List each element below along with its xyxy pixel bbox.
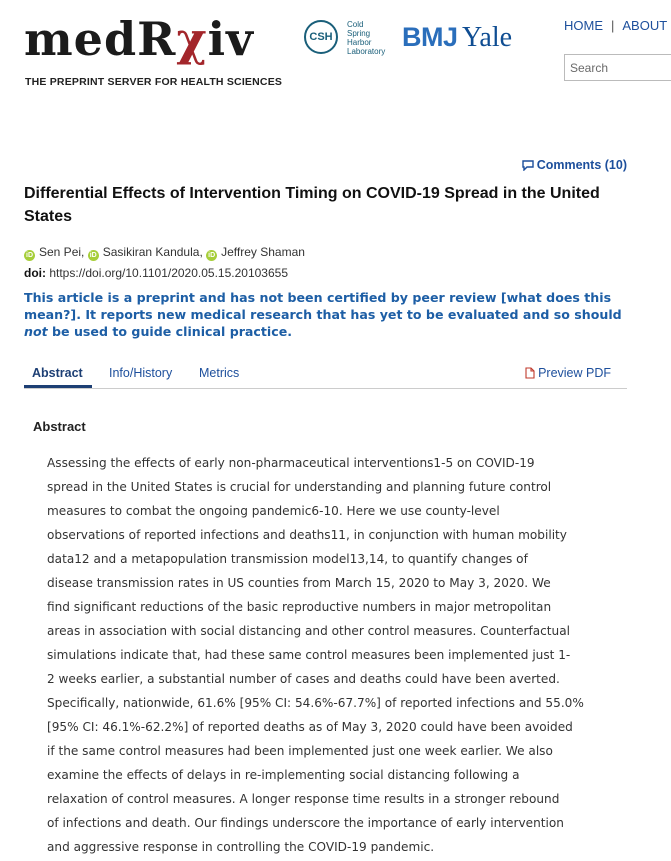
abstract-line: and aggressive response in controlling the COVID-19 pandemic. xyxy=(47,840,435,854)
active-tab-indicator xyxy=(24,385,92,388)
abstract-line: Assessing the effects of early non-pharmaceutical interventions1-5 on COVID-19 xyxy=(47,456,535,470)
csh-text-line: Laboratory xyxy=(347,47,386,56)
csh-text-line: Harbor xyxy=(347,38,372,47)
abstract-line: relaxation of control measures. A longer response time results in a stronger rebound xyxy=(47,792,560,806)
abstract-line: examine the effects of delays in re-implementing social distancing following a xyxy=(47,768,520,782)
orcid-icon[interactable]: iD xyxy=(208,252,216,259)
orcid-icon[interactable]: iD xyxy=(26,252,33,259)
abstract-line: [95% CI: 46.1%-62.2%] of reported deaths as of May 3, 2020 could have been avoided xyxy=(47,720,573,734)
abstract-line: Specifically, nationwide, 61.6% [95% CI: 54.6%-67.7%] of reported infections and 55.0% xyxy=(47,696,584,710)
article-title: Differential Effects of Intervention Timing on COVID-19 Spread in the United States xyxy=(24,185,600,225)
doi-line xyxy=(24,266,288,280)
search-input[interactable] xyxy=(564,54,671,81)
author-list xyxy=(24,245,305,261)
doi-label: doi: xyxy=(24,266,46,280)
abstract-line: data12 and a metapopulation transmission model13,14, to quantify changes of xyxy=(47,552,528,566)
comment-bubble-icon xyxy=(522,160,534,171)
bmj-logo[interactable]: BMJ xyxy=(402,22,458,52)
author-name[interactable]: Jeffrey Shaman xyxy=(221,245,305,259)
pdf-file-icon xyxy=(525,367,535,379)
abstract-line: find significant reductions of the basic reproductive numbers in major metropolitan xyxy=(47,600,552,614)
abstract-line: of infections and death. Our findings underscore the importance of early intervention xyxy=(47,816,564,830)
csh-text-line: Spring xyxy=(347,29,371,38)
abstract-line: spread in the United States is crucial for understanding and planning future control xyxy=(47,480,552,494)
abstract-line: if the same control measures had been implemented just one week earlier. We also xyxy=(47,744,553,758)
csh-text-line: Cold xyxy=(347,20,364,29)
csh-logo-text xyxy=(347,20,385,56)
abstract-line: measures to combat the ongoing pandemic6-10. Here we use county-level xyxy=(47,504,500,518)
logo-suffix: iv xyxy=(207,12,254,66)
preprint-notice xyxy=(24,289,634,340)
tab-metrics[interactable]: Metrics xyxy=(199,366,240,380)
abstract-heading: Abstract xyxy=(33,419,86,434)
comments-link[interactable] xyxy=(522,158,627,172)
author-name[interactable]: Sasikiran Kandula, xyxy=(102,245,203,259)
top-nav xyxy=(564,18,667,33)
preview-pdf-link[interactable] xyxy=(525,366,611,380)
comments-label: Comments (10) xyxy=(536,158,627,172)
nav-separator: | xyxy=(611,18,615,33)
csh-logo-icon[interactable]: CSH xyxy=(304,20,338,54)
yale-logo[interactable]: Yale xyxy=(462,22,513,53)
abstract-line: areas in association with social distancing and other control measures. Counterfactual xyxy=(47,624,570,638)
tab-info-history[interactable]: Info/History xyxy=(109,366,173,380)
notice-emphasis: not xyxy=(24,324,48,339)
nav-about-link[interactable]: ABOUT xyxy=(622,18,668,33)
abstract-line: disease transmission rates in US counties from March 15, 2020 to May 3, 2020. We xyxy=(47,576,551,590)
tab-abstract[interactable]: Abstract xyxy=(32,366,83,380)
site-tagline: THE PREPRINT SERVER FOR HEALTH SCIENCES xyxy=(25,76,283,88)
article-tabs xyxy=(24,358,627,389)
medrxiv-logo[interactable] xyxy=(24,12,254,66)
abstract-line: 2 weeks earlier, a substantial number of cases and deaths could have been averted. xyxy=(47,672,560,686)
logo-prefix: medR xyxy=(24,12,177,66)
abstract-body xyxy=(47,451,607,859)
logo-rx: χ xyxy=(176,12,208,66)
abstract-line: observations of reported infections and deaths11, in conjunction with human mobility xyxy=(47,528,567,542)
abstract-line: simulations indicate that, had these same control measures been implemented just 1- xyxy=(47,648,571,662)
author-name[interactable]: Sen Pei, xyxy=(39,245,85,259)
orcid-icon[interactable]: iD xyxy=(89,252,97,259)
notice-text-end: be used to guide clinical practice. xyxy=(47,324,293,339)
nav-home-link[interactable]: HOME xyxy=(564,18,603,33)
preview-pdf-label: Preview PDF xyxy=(538,366,611,380)
doi-link[interactable]: https://doi.org/10.1101/2020.05.15.20103655 xyxy=(49,266,288,280)
notice-text: This article is a preprint and has not been certified by peer review [what does this mean?]. It reports new medical research that has yet to be evaluated and so should xyxy=(24,290,622,322)
